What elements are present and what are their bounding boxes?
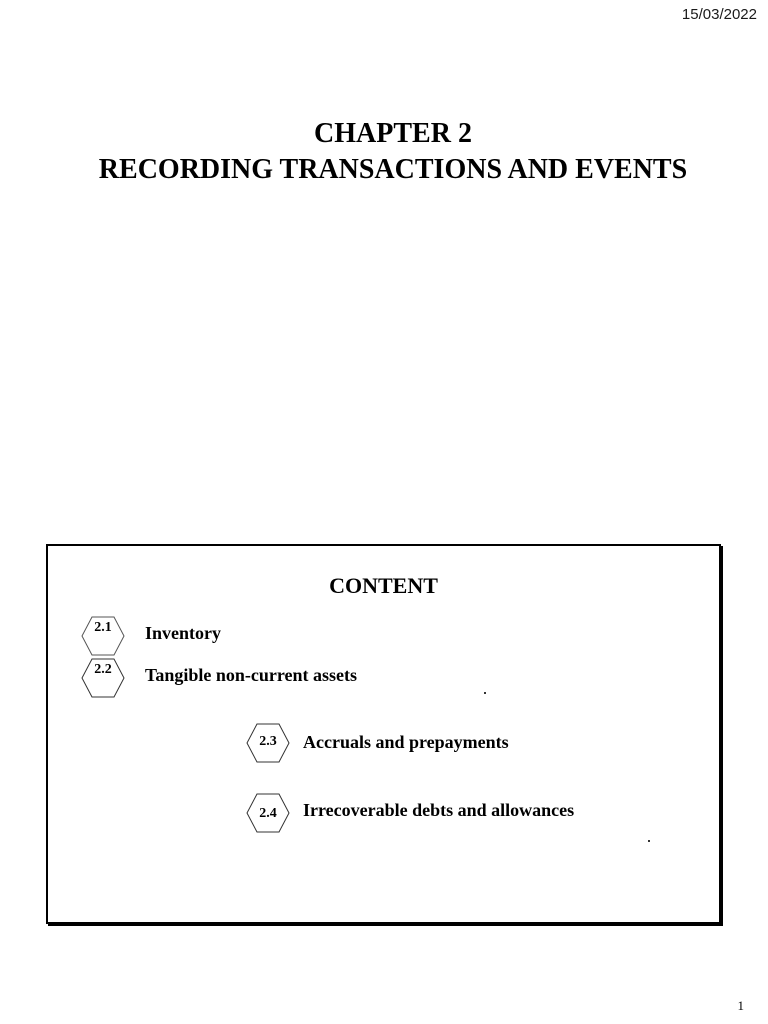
- content-heading: CONTENT: [329, 573, 438, 598]
- content-item-2-2: [81, 658, 357, 698]
- hexagon-icon: [81, 616, 125, 656]
- slide-date: 15/03/2022: [681, 6, 757, 23]
- page-number: 1: [737, 998, 744, 1013]
- content-item-2-3: [246, 723, 509, 763]
- content-item-number: 2.4: [259, 806, 277, 821]
- hexagon-icon: [246, 793, 290, 833]
- chapter-title-line-1: CHAPTER 2: [314, 118, 472, 149]
- hexagon-icon: [81, 658, 125, 698]
- content-item-label: Tangible non-current assets: [145, 664, 358, 685]
- content-item-number: 2.2: [94, 662, 112, 677]
- content-item-number: 2.3: [259, 734, 277, 749]
- hexagon-icon: [246, 723, 290, 763]
- content-item-2-4: [246, 793, 574, 833]
- content-box: [46, 544, 721, 924]
- content-item-2-1: [81, 616, 221, 656]
- content-item-label: Irrecoverable debts and allowances: [303, 799, 575, 820]
- chapter-title-line-2: RECORDING TRANSACTIONS AND EVENTS: [98, 154, 688, 185]
- stray-mark: [648, 840, 650, 842]
- content-item-label: Inventory: [145, 622, 221, 643]
- content-item-number: 2.1: [94, 620, 112, 635]
- chapter-title: [0, 116, 768, 188]
- stray-mark: [484, 692, 486, 694]
- content-item-label: Accruals and prepayments: [303, 731, 509, 752]
